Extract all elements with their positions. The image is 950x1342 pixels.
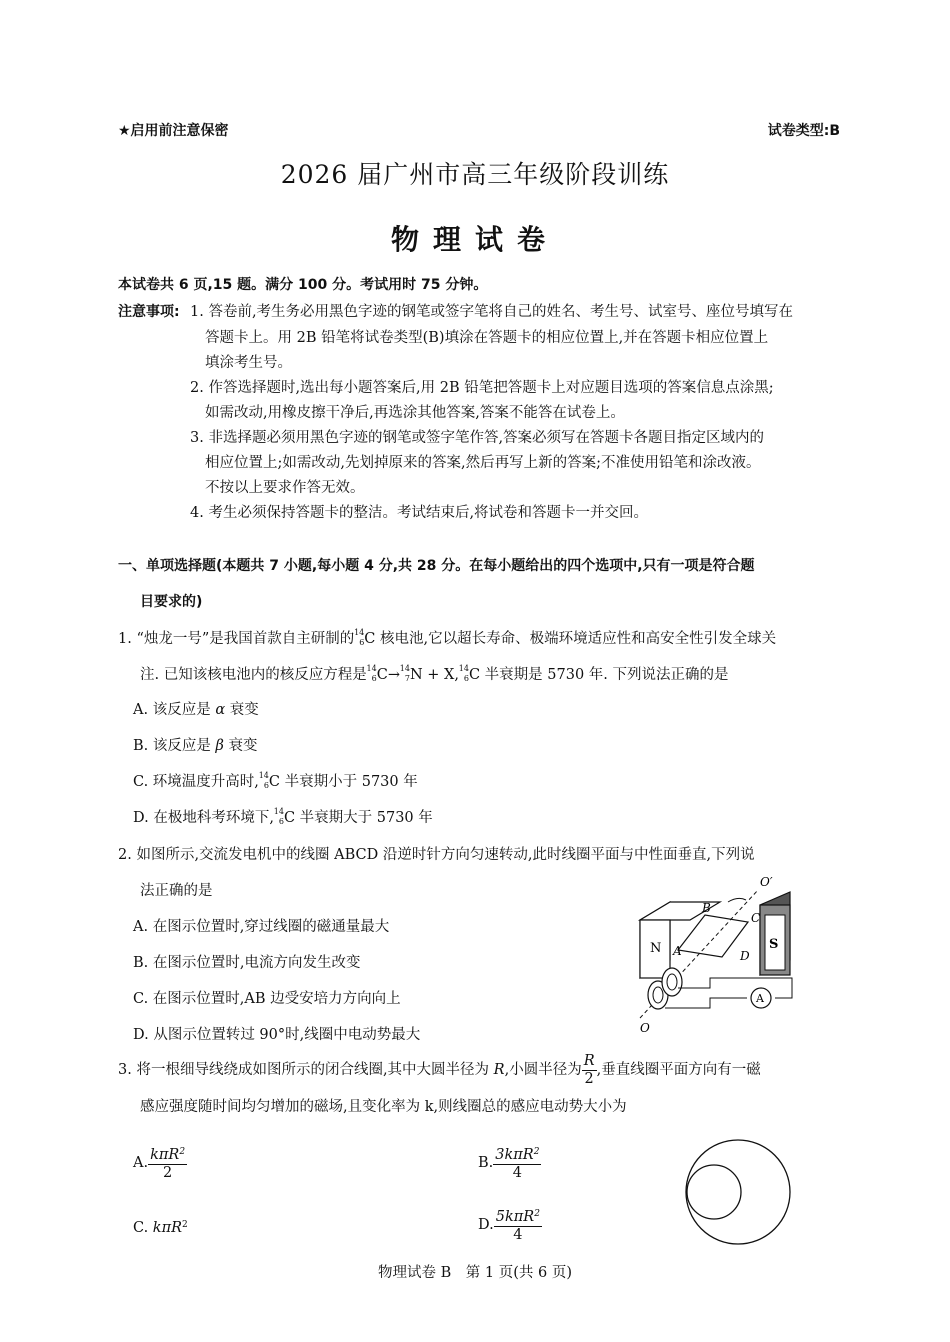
page-footer: 物理试卷 B 第 1 页(共 6 页): [378, 1265, 572, 1281]
notice-line: 4. 考生必须保持答题卡的整洁。考试结束后,将试卷和答题卡一并交回。: [190, 505, 649, 521]
confidential-mark: ★启用前注意保密: [118, 123, 229, 139]
isotope-c14: 14 6: [273, 807, 284, 826]
isotope-c14: 14 6: [458, 664, 469, 683]
isotope-n14: 14 7: [399, 664, 410, 683]
notice-line: 3. 非选择题必须用黑色字迹的钢笔或签字笔作答,答案必须写在答题卡各题目指定区域内的: [190, 430, 765, 446]
isotope-c14: 14 6: [366, 664, 377, 683]
paper-type: 试卷类型:B: [767, 123, 840, 139]
notice-line: 1. 答卷前,考生务必用黑色字迹的钢笔或签字笔将自己的姓名、考生号、试室号、座位号填写在: [190, 304, 794, 320]
isotope-c14: 14 6: [354, 628, 365, 647]
q2-option-a: A. 在图示位置时,穿过线圈的磁通量最大: [133, 919, 390, 935]
q2-option-d: D. 从图示位置转过 90°时,线圈中电动势最大: [133, 1027, 421, 1043]
coil-label-c: C: [751, 911, 761, 925]
slip-ring: [662, 968, 682, 996]
ammeter-label: A: [756, 992, 764, 1005]
circuit-wire: [665, 998, 747, 1008]
q2-option-c: C. 在图示位置时,AB 边受安培力方向向上: [133, 991, 401, 1007]
q3-option-a: A. $\frac{k\pi R^2}{2}$: [133, 1143, 187, 1183]
q1-option-d: D. 在极地科考环境下, 14 6 C 半衰期大于 5730 年: [133, 807, 433, 826]
axis-label-bottom: O: [640, 1021, 650, 1035]
exam-title: 2026 届广州市高三年级阶段训练: [280, 160, 670, 189]
rotation-arrow: [728, 898, 746, 902]
small-circle: [687, 1165, 741, 1219]
notice-line: 如需改动,用橡皮擦干净后,再选涂其他答案,答案不能答在试卷上。: [205, 405, 625, 421]
question-3-stem: 3. 将一根细导线绕成如图所示的闭合线圈,其中大圆半径为 R,小圆半径为 $\frac{R}{2}$ ,垂直线圈平面方向有一磁: [118, 1052, 761, 1087]
exam-subtitle: 物理试卷: [390, 223, 559, 256]
notice-line: 不按以上要求作答无效。: [205, 480, 365, 496]
question-1-stem: 1. “烛龙一号”是我国首款自主研制的 14 6 C 核电池,它以超长寿命、极端环境适应性和高安全性引发全球关: [118, 628, 777, 647]
q3-option-b: B. $\frac{3k\pi R^2}{4}$: [478, 1143, 541, 1183]
magnet-n-label: N: [650, 941, 662, 956]
section-heading-cont: 目要求的): [140, 594, 203, 610]
notice-label: 注意事项:: [118, 304, 180, 320]
q3-option-c: C. kπR$^2$: [133, 1220, 188, 1236]
notice-line: 2. 作答选择题时,选出每小题答案后,用 2B 铅笔把答题卡上对应题目选项的答案信息点涂黑;: [190, 380, 774, 396]
coil-circles-figure: [680, 1132, 800, 1252]
q2-option-b: B. 在图示位置时,电流方向发生改变: [133, 955, 361, 971]
q1-option-a: A. 该反应是 α 衰变: [133, 702, 259, 718]
question-3-stem-cont: 感应强度随时间均匀增加的磁场,且变化率为 k,则线圈总的感应电动势大小为: [140, 1099, 627, 1115]
circuit-wire: [678, 978, 792, 998]
coil-abcd: [678, 915, 748, 957]
notice-line: 填涂考生号。: [205, 355, 292, 371]
question-2-stem-cont: 法正确的是: [140, 883, 213, 899]
generator-figure: [610, 860, 830, 1035]
q3-option-d: D. $\frac{5k\pi R^2}{4}$: [478, 1205, 542, 1245]
q1-option-c: C. 环境温度升高时, 14 6 C 半衰期小于 5730 年: [133, 771, 418, 790]
large-circle: [686, 1140, 790, 1244]
section-heading: 一、单项选择题(本题共 7 小题,每小题 4 分,共 28 分。在每小题给出的四个选项中,只有一项是符合题: [118, 558, 755, 574]
notice-line: 相应位置上;如需改动,先划掉原来的答案,然后再写上新的答案;不准使用铅笔和涂改液。: [205, 455, 761, 471]
question-1-stem-cont: 注. 已知该核电池内的核反应方程是 14 6 C→ 14 7 N + X, 14 6 C 半衰期是 5730 年. 下列说法正确的是: [140, 664, 729, 683]
question-2-stem: 2. 如图所示,交流发电机中的线圈 ABCD 沿逆时针方向匀速转动,此时线圈平面与中性面垂直,下列说: [118, 847, 755, 863]
notice-line: 答题卡上。用 2B 铅笔将试卷类型(B)填涂在答题卡的相应位置上,并在答题卡相应位置上: [205, 330, 769, 346]
fraction-r-over-2: $\frac{R}{2}$: [583, 1052, 595, 1087]
coil-label-b: B: [702, 901, 711, 915]
coil-label-a: A: [673, 944, 682, 958]
coil-label-d: D: [740, 949, 750, 963]
q1-option-b: B. 该反应是 β 衰变: [133, 738, 258, 754]
magnet-s-label: S: [769, 937, 779, 952]
axis-label-top: O′: [760, 875, 773, 889]
isotope-c14: 14 6: [258, 771, 269, 790]
exam-intro: 本试卷共 6 页,15 题。满分 100 分。考试用时 75 分钟。: [118, 277, 488, 293]
